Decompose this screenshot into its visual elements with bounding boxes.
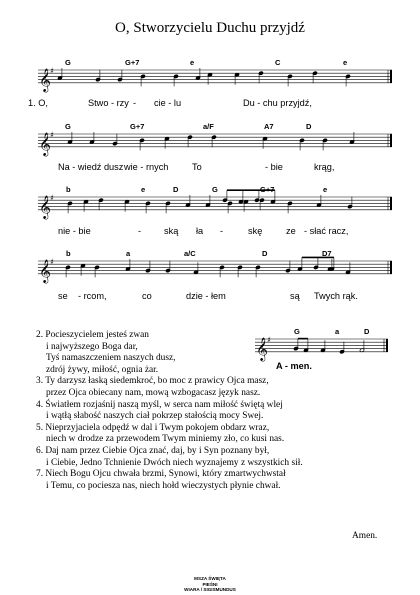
lyric-syllable: są xyxy=(290,291,300,301)
chord-symbol: D xyxy=(262,249,268,258)
verse-line: 7. Niech Bogu Ojcu chwała brzmi, Synowi, który zmartwychwstał xyxy=(36,469,286,480)
lyric-syllable: Du - chu przyjdź, xyxy=(243,98,312,108)
footer xyxy=(0,576,420,593)
chord-symbol: G+7 xyxy=(130,122,145,131)
chord-symbol: b xyxy=(66,185,71,194)
verse xyxy=(36,469,386,492)
chord-symbol: a xyxy=(335,327,340,336)
verse xyxy=(36,446,386,469)
verse xyxy=(36,330,386,376)
lyric-syllable: ła xyxy=(196,226,204,236)
verse-line: zdrój żywy, miłość, ognia żar. xyxy=(46,364,159,375)
verse xyxy=(36,376,386,399)
treble-clef-icon: 𝄞 xyxy=(39,131,51,156)
lyric-syllable: - xyxy=(138,226,142,236)
chord-symbol: D7 xyxy=(322,249,332,258)
treble-clef-icon: 𝄞 xyxy=(39,194,51,219)
verse-line: i wątłą słabość naszych ciał pokrzep stałością mocy Swej. xyxy=(46,411,264,422)
chord-symbol: e xyxy=(343,58,348,67)
sharp-icon: ♯ xyxy=(50,193,54,203)
lyric-syllable: dzie - łem xyxy=(186,291,226,301)
lyric-syllable: - bie xyxy=(265,162,283,172)
chord-symbol: G xyxy=(65,58,71,67)
amen-text: Amen. xyxy=(352,531,378,541)
chord-symbol: G xyxy=(65,122,71,131)
verse-line: przez Ojca obiecany nam, mową wzbogacasz język nasz. xyxy=(46,387,261,398)
treble-clef-icon: 𝄞 xyxy=(39,258,51,283)
lyric-syllable: - rcom, xyxy=(78,291,107,301)
lyric-syllable: cie - lu xyxy=(154,98,182,108)
chord-symbol: G xyxy=(294,327,300,336)
footer-line: PIEŚNI xyxy=(202,581,218,587)
page-title: O, Stworzycielu Duchu przyjdź xyxy=(115,20,305,36)
lyric-syllable: krąg, xyxy=(314,162,335,172)
lyric-syllable: Na - wiedź dusz xyxy=(58,162,124,172)
verse-line: 3. Ty darzysz łaską siedemkroć, bo moc z prawicy Ojca masz, xyxy=(36,376,269,387)
lyric-syllable: co xyxy=(142,291,152,301)
sharp-icon: ♯ xyxy=(50,130,54,140)
lyric-syllable: 1. O, xyxy=(28,98,48,108)
verse xyxy=(36,423,386,446)
lyric-syllable: nie - bie xyxy=(58,226,91,236)
chord-symbol: e xyxy=(141,185,146,194)
verse-line: i najwyższego Boga dar, xyxy=(46,341,138,352)
verse xyxy=(36,400,386,423)
lyric-syllable: Stwo - rzy xyxy=(88,98,129,108)
treble-clef-icon: 𝄞 xyxy=(256,336,268,361)
verse-line: i Ciebie, Jedno Tchnienie Dwóch niech wyznajemy z wszystkich sił. xyxy=(46,457,303,468)
verse-line: 4. Światłem rozjaśnij naszą myśl, w serca nam miłość świętą wlej xyxy=(36,399,283,410)
sharp-icon: ♯ xyxy=(267,335,271,345)
staves xyxy=(38,67,392,362)
chord-symbol: A7 xyxy=(264,122,274,131)
verse-line: 6. Daj nam przez Ciebie Ojca znać, daj, by i Syn poznany był, xyxy=(36,445,270,456)
chord-symbol: a xyxy=(126,249,131,258)
sharp-icon: ♯ xyxy=(50,257,54,267)
chord-symbol: b xyxy=(66,249,71,258)
lyric-syllable: wie - rnych xyxy=(124,162,169,172)
footer-line: MSZA ŚWIĘTA xyxy=(194,576,226,581)
chord-symbol: a/C xyxy=(184,249,196,258)
lyric-syllable: - xyxy=(220,226,224,236)
chord-symbol: G+7 xyxy=(260,185,275,194)
lyric-syllable: A - men. xyxy=(276,361,312,371)
treble-clef-icon: 𝄞 xyxy=(39,67,51,92)
lyric-syllable: ze xyxy=(286,226,296,236)
lyric-syllable: - słać racz, xyxy=(304,226,349,236)
chord-symbol: D xyxy=(306,122,312,131)
chord-symbol: G+7 xyxy=(125,58,140,67)
lyric-syllable: ską xyxy=(164,226,179,236)
chord-symbol: a/F xyxy=(203,122,214,131)
verse-line: niech w drodze za przewodem Twym miniemy zło, co kusi nas. xyxy=(46,434,285,445)
lyric-syllable: To xyxy=(192,162,202,172)
chord-symbol: D xyxy=(173,185,179,194)
chord-symbol: e xyxy=(323,185,328,194)
verse-line: 5. Nieprzyjaciela odpędź w dal i Twym pokojem obdarz wraz, xyxy=(36,422,270,433)
lyric-syllable: skę xyxy=(248,226,263,236)
lyric-syllable: - xyxy=(133,98,137,108)
verse-line: i Temu, co pociesza nas, niech hołd wieczystych płynie chwał. xyxy=(46,480,281,491)
chord-symbol: G xyxy=(212,185,218,194)
lyric-syllable: Twych rąk. xyxy=(314,291,358,301)
verse-line: Tyś namaszczeniem naszych dusz, xyxy=(46,353,176,364)
chord-symbol: D xyxy=(364,327,370,336)
verses xyxy=(36,330,386,492)
footer-line: WIARA / SIGISMUNDUS xyxy=(184,587,236,593)
lyric-syllable: se xyxy=(58,291,68,301)
chord-symbol: C xyxy=(275,58,281,67)
verse-line: 2. Pocieszycielem jesteś zwan xyxy=(36,330,149,340)
chord-symbol: e xyxy=(190,58,195,67)
sharp-icon: ♯ xyxy=(50,66,54,76)
